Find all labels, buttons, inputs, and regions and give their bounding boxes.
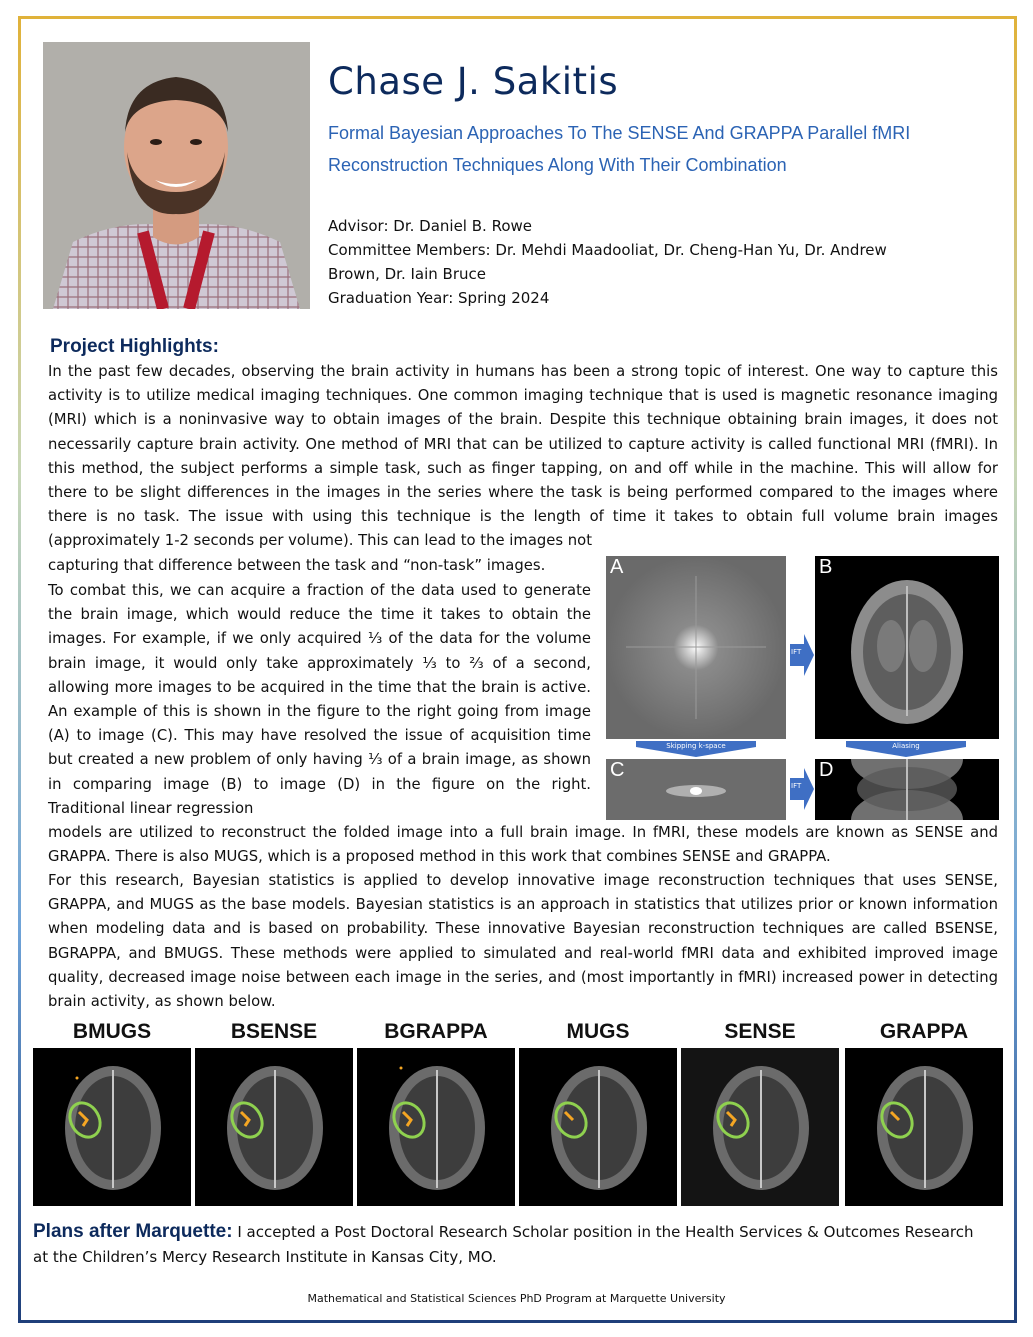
aliasing-arrow bbox=[846, 741, 966, 757]
plans-heading: Plans after Marquette: bbox=[33, 1221, 233, 1242]
panel-c-kspace bbox=[606, 759, 786, 820]
project-highlights-heading: Project Highlights: bbox=[50, 336, 219, 357]
skipping-kspace-label: Skipping k-space bbox=[666, 742, 726, 750]
activation-comparison-row bbox=[33, 1020, 1003, 1210]
brain-label-bsense: BSENSE bbox=[230, 1020, 318, 1043]
brain-image-bgrappa bbox=[357, 1048, 515, 1206]
label-c: C bbox=[610, 759, 625, 781]
label-a: A bbox=[610, 556, 624, 578]
title-line-1: Formal Bayesian Approaches To The SENSE And GRAPPA Parallel fMRI bbox=[328, 123, 911, 143]
dissertation-title bbox=[328, 117, 968, 181]
footer: Mathematical and Statistical Sciences PhD Program at Marquette University bbox=[307, 1292, 726, 1305]
panel-b-brain bbox=[815, 556, 999, 739]
brain-label-bmugs: BMUGS bbox=[72, 1020, 152, 1043]
plans-section bbox=[33, 1219, 993, 1270]
portrait-photo bbox=[43, 42, 310, 309]
brain-image-mugs bbox=[519, 1048, 677, 1206]
aliasing-label: Aliasing bbox=[892, 742, 920, 750]
brain-image-grappa bbox=[845, 1048, 1003, 1206]
ift-arrow-bottom bbox=[790, 768, 814, 814]
panel-a-kspace bbox=[606, 556, 786, 739]
panel-d-aliased bbox=[815, 759, 999, 820]
label-b: B bbox=[819, 556, 833, 578]
brain-label-bgrappa: BGRAPPA bbox=[384, 1020, 488, 1043]
ift-label-bottom: IFT bbox=[791, 782, 802, 790]
title-line-2: Reconstruction Techniques Along With Their Combination bbox=[328, 155, 787, 175]
skipping-kspace-arrow bbox=[636, 741, 756, 757]
highlights-paragraph-3: For this research, Bayesian statistics is applied to develop innovative image reconstruction techniques that uses SENSE, GRAPPA, and MUGS as the base models. Bayesian statistics is an approach in statistics that utilizes prior or known information when modeling data and is based on probability. These innovative Bayesian reconstruction techniques are called BSENSE, BGRAPPA, and BMUGS. These methods were applied to simulated and real-world fMRI data and exhibited improved image quality, decreased image noise between each image in the series, and (most importantly in fMRI) increased power in detecting brain activity, as shown below. bbox=[48, 872, 998, 1011]
ift-arrow-top bbox=[790, 634, 814, 680]
kspace-figure bbox=[606, 556, 999, 820]
brain-image-sense bbox=[681, 1048, 839, 1206]
graduation-year: Graduation Year: Spring 2024 bbox=[328, 289, 550, 307]
student-name: Chase J. Sakitis bbox=[328, 60, 619, 103]
brain-label-grappa: GRAPPA bbox=[879, 1020, 969, 1043]
brain-image-bmugs bbox=[33, 1048, 191, 1206]
highlights-paragraph-2: To combat this, we can acquire a fraction of the data used to generate the brain image, which would reduce the time it takes to obtain the images. For example, if we only acquired ⅓ of the data for the volume brain image, it would only take approximately ⅓ to ⅔ of a second, allowing more images to be acquired in the time that the brain is active. An example of this is shown in the figure to the right going from image (A) to image (C). This may have resolved the issue of acquisition time but created a new problem of only having ⅓ of a brain image, as shown in comparing image (B) to image (D) in the figure on the right. Traditional linear regression bbox=[48, 582, 591, 817]
committee-line-2: Brown, Dr. Iain Bruce bbox=[328, 265, 486, 283]
student-details bbox=[328, 214, 988, 310]
brain-image-bsense bbox=[195, 1048, 353, 1206]
highlights-paragraph-2-end: models are utilized to reconstruct the folded image into a full brain image. In fMRI, these models are known as SENSE and GRAPPA. There is also MUGS, which is a proposed method in this work that combines SENSE and GRAPPA. bbox=[48, 824, 998, 866]
advisor: Advisor: Dr. Daniel B. Rowe bbox=[328, 217, 532, 235]
highlights-paragraph-1-end: capturing that difference between the task and “non-task” images. bbox=[48, 557, 546, 574]
brain-label-sense: SENSE bbox=[724, 1020, 796, 1043]
brain-label-mugs: MUGS bbox=[566, 1020, 630, 1043]
highlights-paragraph-1: In the past few decades, observing the brain activity in humans has been a strong topic of interest. One way to capture this activity is to utilize medical imaging techniques. One common imaging technique that is used is magnetic resonance imaging (MRI) which is a noninvasive way to obtain images of the brain. Despite this technique obtaining brain images, it does not necessarily capture brain activity. One method of MRI that can be utilized to capture activity is called functional MRI (fMRI). In this method, the subject performs a simple task, such as finger tapping, on and off while in the machine. This will allow for there to be slight differences in the images in the series where the task is being performed compared to the images where there is no task. The issue with using this technique is the length of time it takes to obtain full volume brain images (approximately 1-2 seconds per volume). This can lead to the images not bbox=[48, 363, 998, 550]
committee-line-1: Committee Members: Dr. Mehdi Maadooliat, Dr. Cheng-Han Yu, Dr. Andrew bbox=[328, 241, 887, 259]
plans-text: I accepted a Post Doctoral Research Scholar position in the Health Services & Outcomes Research at the Children’s Mercy Research Institute in Kansas City, MO. bbox=[33, 1223, 974, 1266]
label-d: D bbox=[819, 759, 834, 781]
ift-label-top: IFT bbox=[791, 648, 802, 656]
